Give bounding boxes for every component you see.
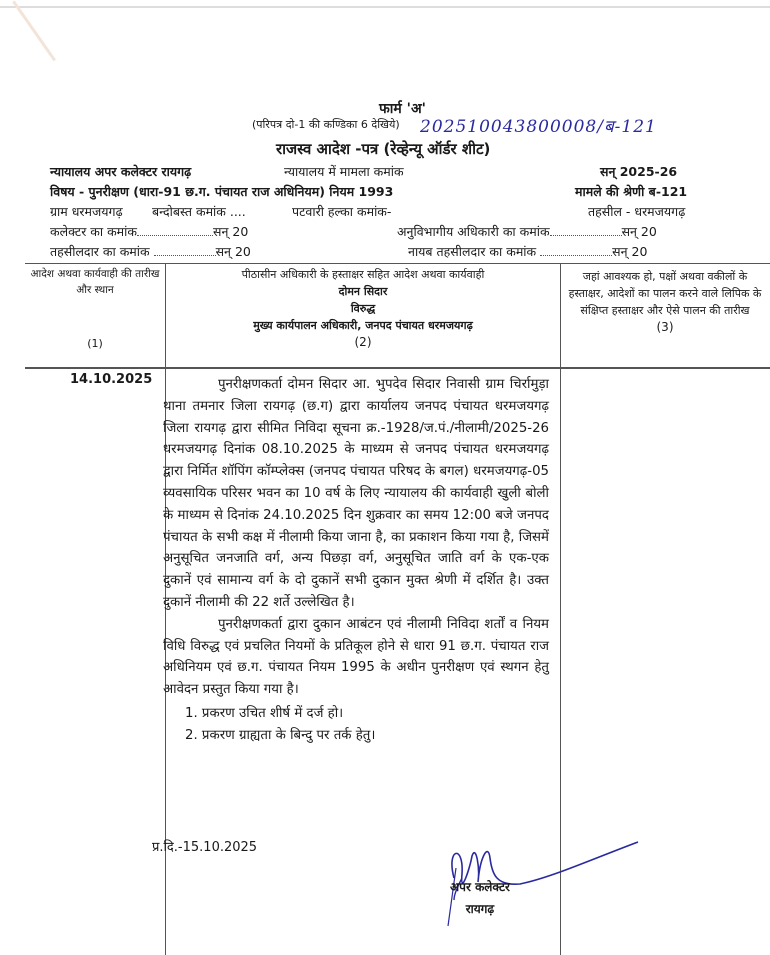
pencil-mark <box>4 1 56 67</box>
next-hearing-date: प्र.दि.-15.10.2025 <box>152 840 258 855</box>
case-category: मामले की श्रेणी ब-121 <box>575 184 688 199</box>
direction-item-2: 2. प्रकरण ग्राह्यता के बिन्दु पर तर्क हेतु। <box>185 727 376 743</box>
order-body <box>163 374 549 747</box>
party-respondent: मुख्य कार्यपालन अधिकारी, जनपद पंचायत धरमजयगढ़ <box>253 319 473 332</box>
column-number-3: (3) <box>656 320 674 334</box>
court-name: न्यायालय अपर कलेक्टर रायगढ़ <box>50 164 192 179</box>
naib-tehsildar-number-label: नायब तहसीलदार का कमांक <box>408 244 537 259</box>
sdo-year: सन् 20 <box>621 224 657 239</box>
column-number-1: (1) <box>87 337 103 350</box>
direction-item-1: 1. प्रकरण उचित शीर्ष में दर्ज हो। <box>185 705 344 721</box>
circular-reference: (परिपत्र दो-1 की कण्डिका 6 देखिये) <box>252 118 400 131</box>
order-directions <box>185 703 549 747</box>
page-top-edge <box>0 6 770 8</box>
sdo-number-field <box>397 223 657 240</box>
tehsildar-number-blank <box>154 245 216 256</box>
sdo-number-blank <box>550 225 622 236</box>
tehsildar-year: सन् 20 <box>215 244 251 259</box>
table-top-rule <box>25 263 770 264</box>
order-paragraph-2: पुनरीक्षणकर्ता द्वारा दुकान आबंटन एवं नीलामी निविदा शर्तों व नियम विधि विरुद्ध एवं प्रचलित नियमों के प्रतिकूल होने से धारा 91 छ.ग. पंचायत राज अधिनियम एवं छ.ग. पंचायत नियम 1995 के अधीन पुनरीक्षण एवं स्थगन हेतु आवेदन प्रस्तुत किया गया है। <box>163 616 549 698</box>
handwritten-case-number: 202510043800008/ब-121 <box>420 117 657 137</box>
tehsil: तहसील - धरमजयगढ़ <box>588 204 686 219</box>
naib-tehsildar-number-field <box>408 243 647 260</box>
collector-year: सन् 20 <box>213 224 249 239</box>
form-title: फार्म 'अ' <box>379 101 426 117</box>
column-header-1 <box>30 266 160 352</box>
column-header-3-label: जहां आवश्यक हो, पक्षों अथवा वकीलों के हस्ताक्षर, आदेशों का पालन करने वाले लिपिक के संक्षिप्त हस्ताक्षर और ऐसे पालन की तारीख <box>568 270 762 317</box>
table-header-rule <box>25 367 770 369</box>
signatory-place: रायगढ़ <box>465 902 495 916</box>
patwari-halka: पटवारी हल्का कमांक- <box>292 204 392 219</box>
subject: विषय - पुनरीक्षण (धारा-91 छ.ग. पंचायत राज अधिनियम) नियम 1993 <box>50 184 394 199</box>
village: ग्राम धरमजयगढ़ <box>50 204 123 219</box>
column-header-2-label: पीठासीन अधिकारी के हस्ताक्षर सहित आदेश अथवा कार्यवाही <box>241 268 485 281</box>
sdo-number-label: अनुविभागीय अधिकारी का कमांक <box>397 224 550 239</box>
collector-number-blank <box>137 225 213 236</box>
order-sheet-title: राजस्व आदेश -पत्र (रेव्हेन्यू ऑर्डर शीट) <box>276 140 491 158</box>
signatory-title: अपर कलेक्टर <box>450 880 510 894</box>
case-year: सन् 2025-26 <box>600 164 678 179</box>
column-header-1-label: आदेश अथवा कार्यवाही की तारीख और स्थान <box>30 268 160 296</box>
column-header-3 <box>565 268 765 336</box>
collector-number-label: कलेक्टर का कमांक <box>50 224 137 239</box>
order-paragraph-1: पुनरीक्षणकर्ता दोमन सिदार आ. भुपदेव सिदार निवासी ग्राम चिर्रामुड़ा थाना तमनार जिला रायगढ़ (छ.ग) द्वारा कार्यालय जनपद पंचायत धरमजयगढ़ जिला रायगढ़ द्वारा सीमित निविदा सूचना क्र.-1928/ज.पं./नीलामी/2025-26 धरमजयगढ़ दिनांक 08.10.2025 के माध्यम से जनपद पंचायत धरमजयगढ़ द्वारा निर्मित शॉपिंग कॉम्प्लेक्स (जनपद पंचायत परिषद के बगल) धरमजयगढ़-05 व्यवसायिक परिसर भवन का 10 वर्ष के लिए न्यायालय की कार्यवाही खुली बोली के माध्यम से दिनांक 24.10.2025 दिन शुक्रवार का समय 12:00 बजे जनपद पंचायत के सभी कक्ष में नीलामी किया जाना है, का प्रकाशन किया गया है, जिसमें अनुसूचित जनजाति वर्ग, अन्य पिछड़ा वर्ग, अनुसूचित जाति वर्ग के एक-एक दुकानें एवं सामान्य वर्ग के दो दुकानें सभी दुकान मुक्त श्रेणी में दर्शित है। उक्त दुकानें नीलामी की 22 शर्ते उल्लेखित है। <box>163 377 549 610</box>
naib-tehsildar-number-blank <box>540 245 612 256</box>
collector-number-field <box>50 223 248 240</box>
column-header-2 <box>170 266 556 351</box>
tehsildar-number-label: तहसीलदार का कमांक <box>50 244 150 259</box>
column-number-2: (2) <box>354 335 372 349</box>
party-petitioner: दोमन सिदार <box>338 285 388 298</box>
versus-label: विरुद्ध <box>350 302 376 315</box>
settlement-number: बन्दोबस्त कमांक .... <box>152 204 246 219</box>
naib-tehsildar-year: सन् 20 <box>612 244 648 259</box>
tehsildar-number-field <box>50 243 251 260</box>
case-number-label: न्यायालय में मामला कमांक <box>284 164 404 179</box>
signatory-block <box>450 876 510 920</box>
order-date: 14.10.2025 <box>70 372 153 387</box>
